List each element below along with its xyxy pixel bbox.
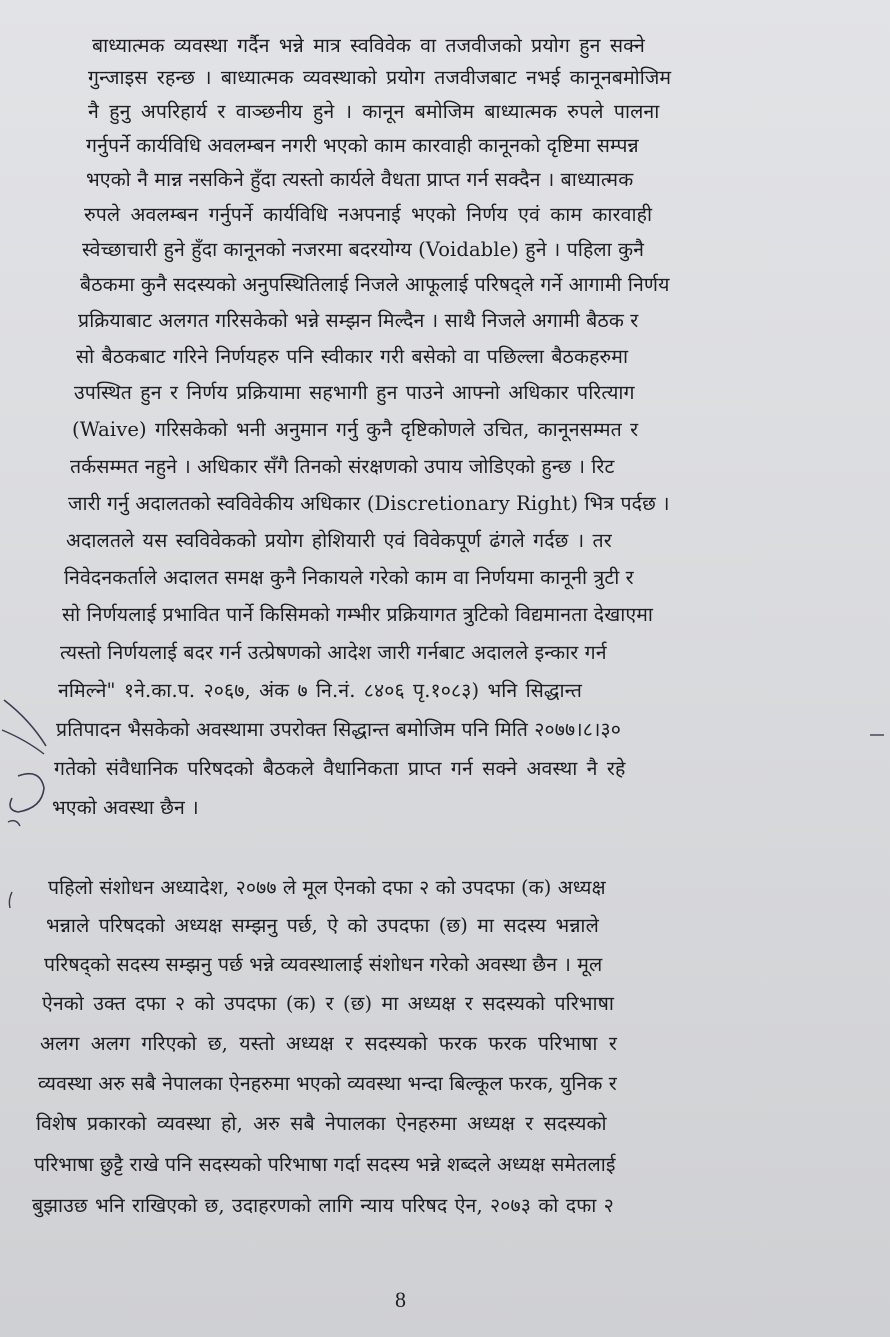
text-line: उपस्थित हुन र निर्णय प्रक्रियामा सहभागी हुन पाउने आफ्नो अधिकार परित्याग bbox=[74, 381, 635, 404]
text-line: सो निर्णयलाई प्रभावित पार्ने किसिमको गम्भीर प्रक्रियागत त्रुटिको विद्यमानता देखाएमा bbox=[62, 603, 654, 626]
text-line: अदालतले यस स्वविवेकको प्रयोग होशियारी एवं विवेकपूर्ण ढंगले गर्दछ । तर bbox=[66, 529, 612, 552]
text-line: गतेको संवैधानिक परिषदको बैठकले वैधानिकता प्राप्त गर्न सक्ने अवस्था नै रहे bbox=[54, 757, 626, 780]
text-line: (Waive) गरिसकेको भनी अनुमान गर्नु कुनै दृष्टिकोणले उचित, कानूनसम्मत र bbox=[72, 418, 639, 441]
margin-dash-mark bbox=[868, 730, 886, 740]
page-number: 8 bbox=[395, 1287, 406, 1312]
text-line: रुपले अवलम्बन गर्नुपर्ने कार्यविधि नअपनाई भएको निर्णय एवं काम कारवाही bbox=[84, 203, 653, 226]
text-line: नै हुनु अपरिहार्य र वाञ्छनीय हुने । कानून बमोजिम बाध्यात्मक रुपले पालना bbox=[88, 100, 660, 123]
text-line: नमिल्ने" १ने.का.प. २०६७, अंक ७ नि.नं. ८४०६ पृ.१०८३) भनि सिद्धान्त bbox=[58, 679, 582, 702]
text-line: भएको अवस्था छैन । bbox=[52, 796, 199, 819]
text-line: भन्नाले परिषदको अध्यक्ष सम्झनु पर्छ, ऐ को उपदफा (छ) मा सदस्य भन्नाले bbox=[46, 914, 599, 937]
text-line: बाध्यात्मक व्यवस्था गर्दैन भन्ने मात्र स्वविवेक वा तजवीजको प्रयोग हुन सक्ने bbox=[92, 34, 645, 57]
text-line: तर्कसम्मत नहुने । अधिकार सँगै तिनको संरक्षणको उपाय जोडिएको हुन्छ । रिट bbox=[70, 455, 615, 478]
margin-tick-mark bbox=[4, 890, 16, 910]
handwritten-margin-mark bbox=[0, 690, 50, 840]
text-line: स्वेच्छाचारी हुने हुँदा कानूनको नजरमा बदरयोग्य (Voidable) हुने । पहिला कुनै bbox=[82, 238, 645, 261]
text-line: जारी गर्नु अदालतको स्वविवेकीय अधिकार (Discretionary Right) भित्र पर्दछ । bbox=[68, 492, 670, 515]
text-line: निवेदनकर्ताले अदालत समक्ष कुनै निकायले गरेको काम वा निर्णयमा कानूनी त्रुटी र bbox=[64, 566, 634, 589]
text-line: प्रक्रियाबाट अलगत गरिसकेको भन्ने सम्झन मिल्दैन । साथै निजले अगामी बैठक र bbox=[78, 309, 639, 332]
text-line: व्यवस्था अरु सबै नेपालका ऐनहरुमा भएको व्यवस्था भन्दा बिल्कूल फरक, युनिक र bbox=[38, 1072, 617, 1095]
text-line: अलग अलग गरिएको छ, यस्तो अध्यक्ष र सदस्यको फरक फरक परिभाषा र bbox=[40, 1032, 617, 1055]
text-line: परिभाषा छुट्टै राखे पनि सदस्यको परिभाषा गर्दा सदस्य भन्ने शब्दले अध्यक्ष समेतलाई bbox=[34, 1153, 616, 1176]
text-line: त्यस्तो निर्णयलाई बदर गर्न उत्प्रेषणको आदेश जारी गर्नबाट अदालले इन्कार गर्न bbox=[60, 641, 607, 664]
text-line: गर्नुपर्ने कार्यविधि अवलम्बन नगरी भएको काम कारवाही कानूनको दृष्टिमा सम्पन्न bbox=[86, 134, 639, 157]
text-line: प्रतिपादन भैसकेको अवस्थामा उपरोक्त सिद्धान्त बमोजिम पनि मिति २०७७।८।३० bbox=[56, 718, 621, 741]
text-line: गुन्जाइस रहन्छ । बाध्यात्मक व्यवस्थाको प्रयोग तजवीजबाट नभई कानूनबमोजिम bbox=[88, 66, 672, 89]
text-line: परिषद्को सदस्य सम्झनु पर्छ भन्ने व्यवस्थालाई संशोधन गरेको अवस्था छैन । मूल bbox=[44, 953, 603, 976]
text-line: पहिलो संशोधन अध्यादेश, २०७७ ले मूल ऐनको दफा २ को उपदफा (क) अध्यक्ष bbox=[48, 876, 606, 899]
text-line: बुझाउछ भनि राखिएको छ, उदाहरणको लागि न्याय परिषद ऐन, २०७३ को दफा २ bbox=[32, 1194, 614, 1217]
text-line: बैठकमा कुनै सदस्यको अनुपस्थितिलाई निजले आफूलाई परिषद्ले गर्ने आगामी निर्णय bbox=[80, 273, 670, 296]
text-line: भएको नै मान्न नसकिने हुँदा त्यस्तो कार्यले वैधता प्राप्त गर्न सक्दैन । बाध्यात्मक bbox=[86, 168, 634, 191]
text-line: ऐनको उक्त दफा २ को उपदफा (क) र (छ) मा अध्यक्ष र सदस्यको परिभाषा bbox=[42, 992, 615, 1015]
text-line: सो बैठकबाट गरिने निर्णयहरु पनि स्वीकार गरी बसेको वा पछिल्ला बैठकहरुमा bbox=[76, 345, 629, 368]
text-line: विशेष प्रकारको व्यवस्था हो, अरु सबै नेपालका ऐनहरुमा अध्यक्ष र सदस्यको bbox=[36, 1112, 607, 1135]
